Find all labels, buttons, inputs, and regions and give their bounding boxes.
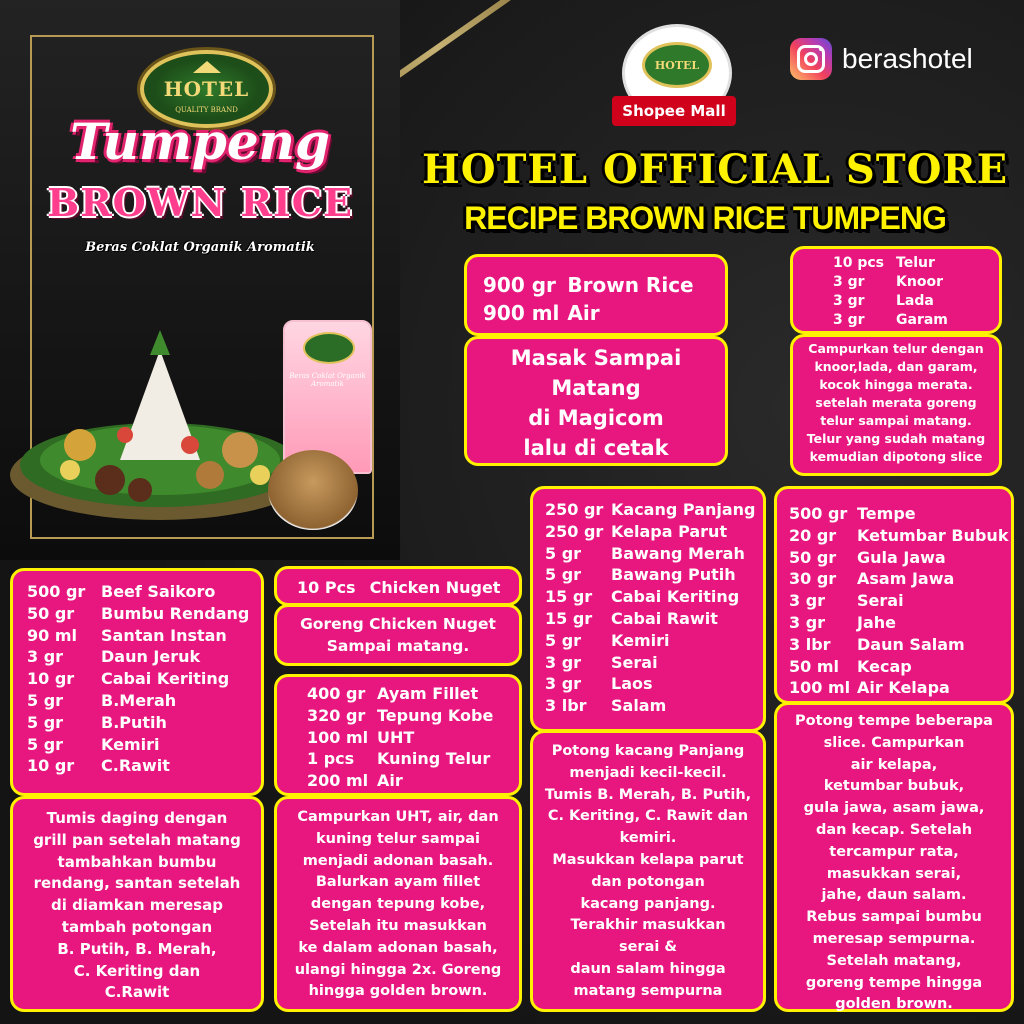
- bag-text: Beras Coklat Organik Aromatik: [289, 372, 366, 388]
- beef-instructions-box: [10, 796, 264, 1012]
- list-item: 10 gr C.Rawit: [27, 756, 170, 776]
- list-item: 3 gr Serai: [545, 652, 658, 672]
- instruction-line: ketumbar bubuk,: [823, 778, 965, 795]
- list-item: 15 gr Cabai Rawit: [545, 608, 718, 628]
- instruction-line: Campurkan telur dengan: [808, 341, 984, 356]
- instruction-line: Balurkan ayam fillet: [315, 874, 481, 891]
- list-item: 250 gr Kacang Panjang: [545, 500, 756, 519]
- instruction-line: Telur yang sudah matang: [806, 431, 986, 446]
- instruction-line: Potong kacang Panjang: [551, 743, 745, 759]
- instruction-line: di diamkan meresap: [51, 896, 223, 915]
- list-item: 1 pcs Kuning Telur: [307, 749, 491, 769]
- list-item: 3 gr Laos: [545, 674, 653, 694]
- instruction-line: jahe, daun salam.: [821, 887, 967, 904]
- logo-subtext: QUALITY BRAND: [175, 106, 238, 114]
- list-item: 3 gr Jahe: [789, 612, 896, 632]
- instruction-line: Masukkan kelapa parut: [552, 851, 744, 868]
- tempe-ingredients-box: [774, 486, 1014, 704]
- list-item: 20 gr Ketumbar Bubuk: [789, 525, 1009, 545]
- beans-ingredients-box: [530, 486, 766, 732]
- instruction-line: Setelah matang,: [826, 952, 962, 969]
- instruction-line: kuning telur sampai: [316, 830, 480, 847]
- hero-panel: [0, 0, 400, 560]
- list-item: 3 gr Knoor: [833, 274, 943, 290]
- list-item: 250 gr Kelapa Parut: [545, 521, 728, 541]
- list-item: 50 ml Kecap: [789, 656, 912, 676]
- instruction-line: Rebus sampai bumbu: [806, 909, 982, 926]
- list-item: 3 lbr Daun Salam: [789, 634, 965, 654]
- instagram-username: berashotel: [842, 43, 973, 74]
- store-title: HOTEL OFFICIAL STORE: [422, 146, 1009, 193]
- list-item: 50 gr Gula Jawa: [789, 547, 946, 567]
- list-item: 200 ml Air: [307, 771, 403, 791]
- list-item: 5 gr Kemiri: [27, 734, 160, 754]
- product-subtitle: Beras Coklat Organik Aromatik: [85, 240, 315, 255]
- beef-ingredient-list: [27, 581, 249, 777]
- list-item: 5 gr Bawang Merah: [545, 543, 745, 563]
- instruction-line: kemiri.: [619, 830, 677, 847]
- nugget-ingredient-list: [297, 577, 500, 599]
- recipe-title: RECIPE BROWN RICE TUMPENG: [464, 200, 946, 236]
- list-item: 15 gr Cabai Keriting: [545, 587, 740, 607]
- instruction-line: dan kecap. Setelah: [815, 821, 973, 838]
- tempe-ingredient-list: [789, 503, 1008, 699]
- instruction-line: Sampai matang.: [326, 637, 470, 655]
- shopee-mall-badge: [612, 24, 736, 130]
- list-item: 90 ml Santan Instan: [27, 625, 227, 645]
- instruction-line: daun salam hingga: [570, 960, 726, 977]
- instruction-line: telur sampai matang.: [820, 413, 972, 428]
- chicken-ingredient-list: [307, 683, 493, 792]
- list-item: 100 ml UHT: [307, 727, 415, 747]
- rice-instructions-box: [464, 336, 728, 466]
- instruction-line: Matang: [551, 376, 641, 400]
- logo-text: HOTEL: [163, 77, 250, 101]
- title-tumpeng: Tumpeng: [70, 112, 330, 171]
- nugget-instructions-box: [274, 604, 522, 666]
- instruction-line: di Magicom: [528, 406, 664, 430]
- house-icon: [193, 61, 221, 73]
- instruction-line: menjadi kecil-kecil.: [569, 764, 727, 781]
- list-item: 100 ml Air Kelapa: [789, 678, 950, 698]
- instruction-line: serai &: [618, 939, 678, 956]
- instruction-line: matang sempurna: [573, 982, 723, 999]
- instruction-line: golden brown.: [835, 996, 953, 1013]
- instruction-line: goreng tempe hingga: [805, 974, 983, 991]
- instruction-line: kocok hingga merata.: [819, 377, 973, 392]
- instruction-line: Goreng Chicken Nuget: [300, 615, 496, 633]
- egg-instructions-box: [790, 334, 1002, 476]
- list-item: 10 pcs Telur: [833, 255, 935, 271]
- instruction-line: menjadi adonan basah.: [302, 852, 494, 869]
- instruction-line: tambahkan bumbu: [57, 852, 217, 871]
- instruction-line: lalu di cetak: [523, 436, 669, 460]
- rice-ingredient-list: [483, 271, 694, 327]
- instruction-line: hingga golden brown.: [308, 983, 488, 1000]
- instruction-line: masukkan serai,: [826, 865, 962, 882]
- instruction-line: Campurkan UHT, air, dan: [297, 809, 499, 825]
- list-item: 50 gr Bumbu Rendang: [27, 603, 250, 623]
- instruction-line: dan potongan: [591, 873, 705, 890]
- list-item: 5 gr B.Putih: [27, 712, 167, 732]
- instruction-line: tambah potongan: [61, 917, 213, 936]
- list-item: 3 gr Daun Jeruk: [27, 647, 201, 667]
- beans-instructions-box: [530, 730, 766, 1012]
- instruction-line: Setelah itu masukkan: [309, 917, 487, 934]
- tempe-instructions-box: [774, 702, 1014, 1012]
- list-item: 400 gr Ayam Fillet: [307, 684, 479, 703]
- title-brown-rice: BROWN RICE: [46, 180, 353, 225]
- instruction-line: tercampur rata,: [829, 843, 959, 860]
- bag-logo: [303, 332, 355, 364]
- list-item: 3 gr Garam: [833, 312, 948, 328]
- instruction-line: grill pan setelah matang: [33, 830, 241, 849]
- instruction-line: ulangi hingga 2x. Goreng: [294, 961, 502, 978]
- list-item: 5 gr Bawang Putih: [545, 565, 736, 585]
- instruction-line: air kelapa,: [850, 756, 938, 773]
- instruction-line: gula jawa, asam jawa,: [803, 800, 985, 817]
- instruction-line: Tumis B. Merah, B. Putih,: [544, 786, 752, 803]
- list-item: 500 gr Beef Saikoro: [27, 582, 216, 601]
- instruction-line: Tumis daging dengan: [46, 809, 228, 827]
- shopee-mall-label: Shopee Mall: [612, 96, 736, 126]
- instruction-line: C.Rawit: [104, 983, 170, 1002]
- beef-ingredients-box: [10, 568, 264, 796]
- list-item: 3 lbr Salam: [545, 696, 667, 716]
- instruction-line: setelah merata goreng: [815, 395, 977, 410]
- instruction-line: knoor,lada, dan garam,: [814, 359, 978, 374]
- product-bag: [283, 320, 372, 474]
- chicken-instructions-box: [274, 796, 522, 1012]
- instruction-line: ke dalam adonan basah,: [298, 939, 498, 956]
- rice-ingredients-box: [464, 254, 728, 336]
- list-item: 500 gr Tempe: [789, 504, 916, 523]
- beans-ingredient-list: [545, 499, 756, 717]
- list-item: 10 gr Cabai Keriting: [27, 669, 230, 689]
- shopee-hotel-logo: HOTEL: [642, 42, 712, 88]
- egg-ingredients-box: [790, 246, 1002, 334]
- instruction-line: Terakhir masukkan: [570, 917, 726, 934]
- list-item: 320 gr Tepung Kobe: [307, 705, 494, 725]
- instruction-line: rendang, santan setelah: [33, 874, 241, 893]
- instruction-line: dengan tepung kobe,: [310, 896, 486, 913]
- list-item: 3 gr Serai: [789, 591, 904, 611]
- instagram-handle: [790, 38, 973, 80]
- list-item: 3 gr Lada: [833, 293, 934, 309]
- instruction-line: meresap sempurna.: [812, 930, 976, 947]
- list-item: 5 gr Kemiri: [545, 630, 670, 650]
- nugget-ingredients-box: [274, 566, 522, 606]
- list-item: 10 Pcs Chicken Nuget: [297, 578, 501, 597]
- tumpeng-dish-illustration: [10, 325, 310, 525]
- rice-bowl: [268, 450, 358, 530]
- list-item: 5 gr B.Merah: [27, 690, 177, 710]
- list-item: 900 gr Brown Rice: [483, 273, 694, 297]
- instruction-line: C. Keriting, C. Rawit dan: [547, 808, 749, 825]
- instruction-line: kacang panjang.: [580, 895, 716, 912]
- instruction-line: C. Keriting dan: [73, 961, 201, 980]
- instruction-line: kemudian dipotong slice: [809, 449, 983, 464]
- instruction-line: Potong tempe beberapa: [795, 713, 993, 729]
- list-item: 900 ml Air: [483, 301, 600, 325]
- instruction-line: Masak Sampai: [510, 346, 682, 370]
- instagram-icon: [790, 38, 832, 80]
- egg-ingredient-list: [833, 254, 948, 330]
- chicken-ingredients-box: [274, 674, 522, 796]
- list-item: 30 gr Asam Jawa: [789, 569, 955, 589]
- instruction-line: B. Putih, B. Merah,: [57, 939, 217, 958]
- instruction-line: slice. Campurkan: [823, 734, 965, 751]
